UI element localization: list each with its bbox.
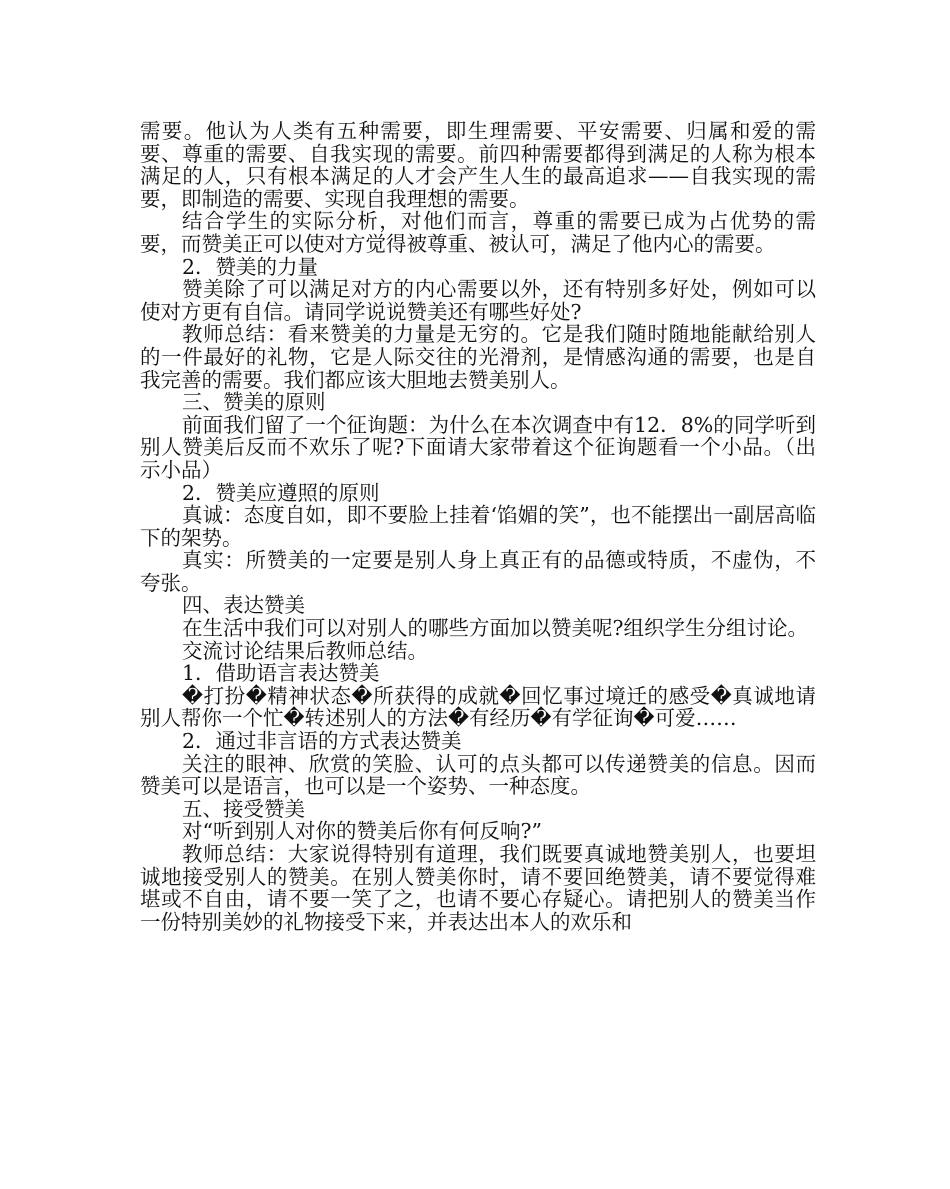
paragraph-exchange-summary: 交流讨论结果后教师总结。 — [182, 638, 428, 663]
heading-section-three: 三、赞美的原则 — [182, 390, 326, 415]
subheading-power-of-praise: 2．赞美的力量 — [182, 254, 319, 279]
document-page — [140, 120, 816, 933]
paragraph-maslow-needs: 需要。他认为人类有五种需要，即生理需要、平安需要、归属和爱的需要、尊重的需要、自我实现的需要。前四种需要都得到满足的人称为根本满足的人，只有根本满足的人才会产生人生的最高追求——自我实现的需要，即制造的需要、实现自我理想的需要。 — [140, 119, 816, 211]
paragraph-teacher-summary-1: 教师总结：看来赞美的力量是无穷的。它是我们随时随地能献给别人的一件最好的礼物，它是人际交往的光滑剂，是情感沟通的需要，也是自我完善的需要。我们都应该大胆地去赞美别人。 — [140, 322, 816, 392]
heading-section-five: 五、接受赞美 — [182, 796, 305, 821]
paragraph-student-analysis: 结合学生的实际分析，对他们而言，尊重的需要已成为占优势的需要，而赞美正可以使对方觉得被尊重、被认可，满足了他内心的需要。 — [140, 209, 816, 256]
paragraph-nonverbal-praise: 关注的眼神、欣赏的笑脸、认可的点头都可以传递赞美的信息。因而赞美可以是语言，也可以是一个姿势、一种态度。 — [140, 751, 816, 799]
paragraph-survey-question: 前面我们留了一个征询题：为什么在本次调查中有12．8%的同学听到别人赞美后反而不欢乐了呢?下面请大家带着这个征询题看一个小品。（出示小品） — [140, 412, 816, 482]
paragraph-sincerity: 真诚：态度自如，即不要脸上挂着‘馅媚的笑”，也不能摆出一副居高临下的架势。 — [140, 503, 816, 550]
paragraph-teacher-summary-2: 教师总结：大家说得特别有道理，我们既要真诚地赞美别人，也要坦诚地接受别人的赞美。在别人赞美你时，请不要回绝赞美，请不要觉得难堪或不自由，请不要一笑了之，也请不要心存疑心。请把别人的赞美当作一份特别美妙的礼物接受下来，并表达出本人的欢乐和 — [140, 842, 816, 934]
paragraph-praise-benefits: 赞美除了可以满足对方的内心需要以外，还有特别多好处，例如可以使对方更有自信。请同学说说赞美还有哪些好处? — [140, 277, 816, 324]
subheading-nonverbal-praise: 2．通过非言语的方式表达赞美 — [182, 729, 462, 754]
subheading-principles: 2．赞美应遵照的原则 — [182, 480, 380, 505]
paragraph-group-discussion: 在生活中我们可以对别人的哪些方面加以赞美呢?组织学生分组讨论。 — [182, 616, 808, 641]
paragraph-reaction-question: 对“听到别人对你的赞美后你有何反响?” — [182, 819, 542, 844]
paragraph-truthfulness: 真实：所赞美的一定要是别人身上真正有的品德或特质，不虚伪，不夸张。 — [140, 548, 816, 595]
heading-section-four: 四、表达赞美 — [182, 593, 305, 618]
paragraph-verbal-praise-list: �打扮�精神状态�所获得的成就�回忆事过境迁的感受�真诚地请别人帮你一个忙�转述别人的方法�有经历�有学征询�可爱…… — [140, 683, 816, 731]
subheading-verbal-praise: 1．借助语言表达赞美 — [182, 661, 380, 686]
